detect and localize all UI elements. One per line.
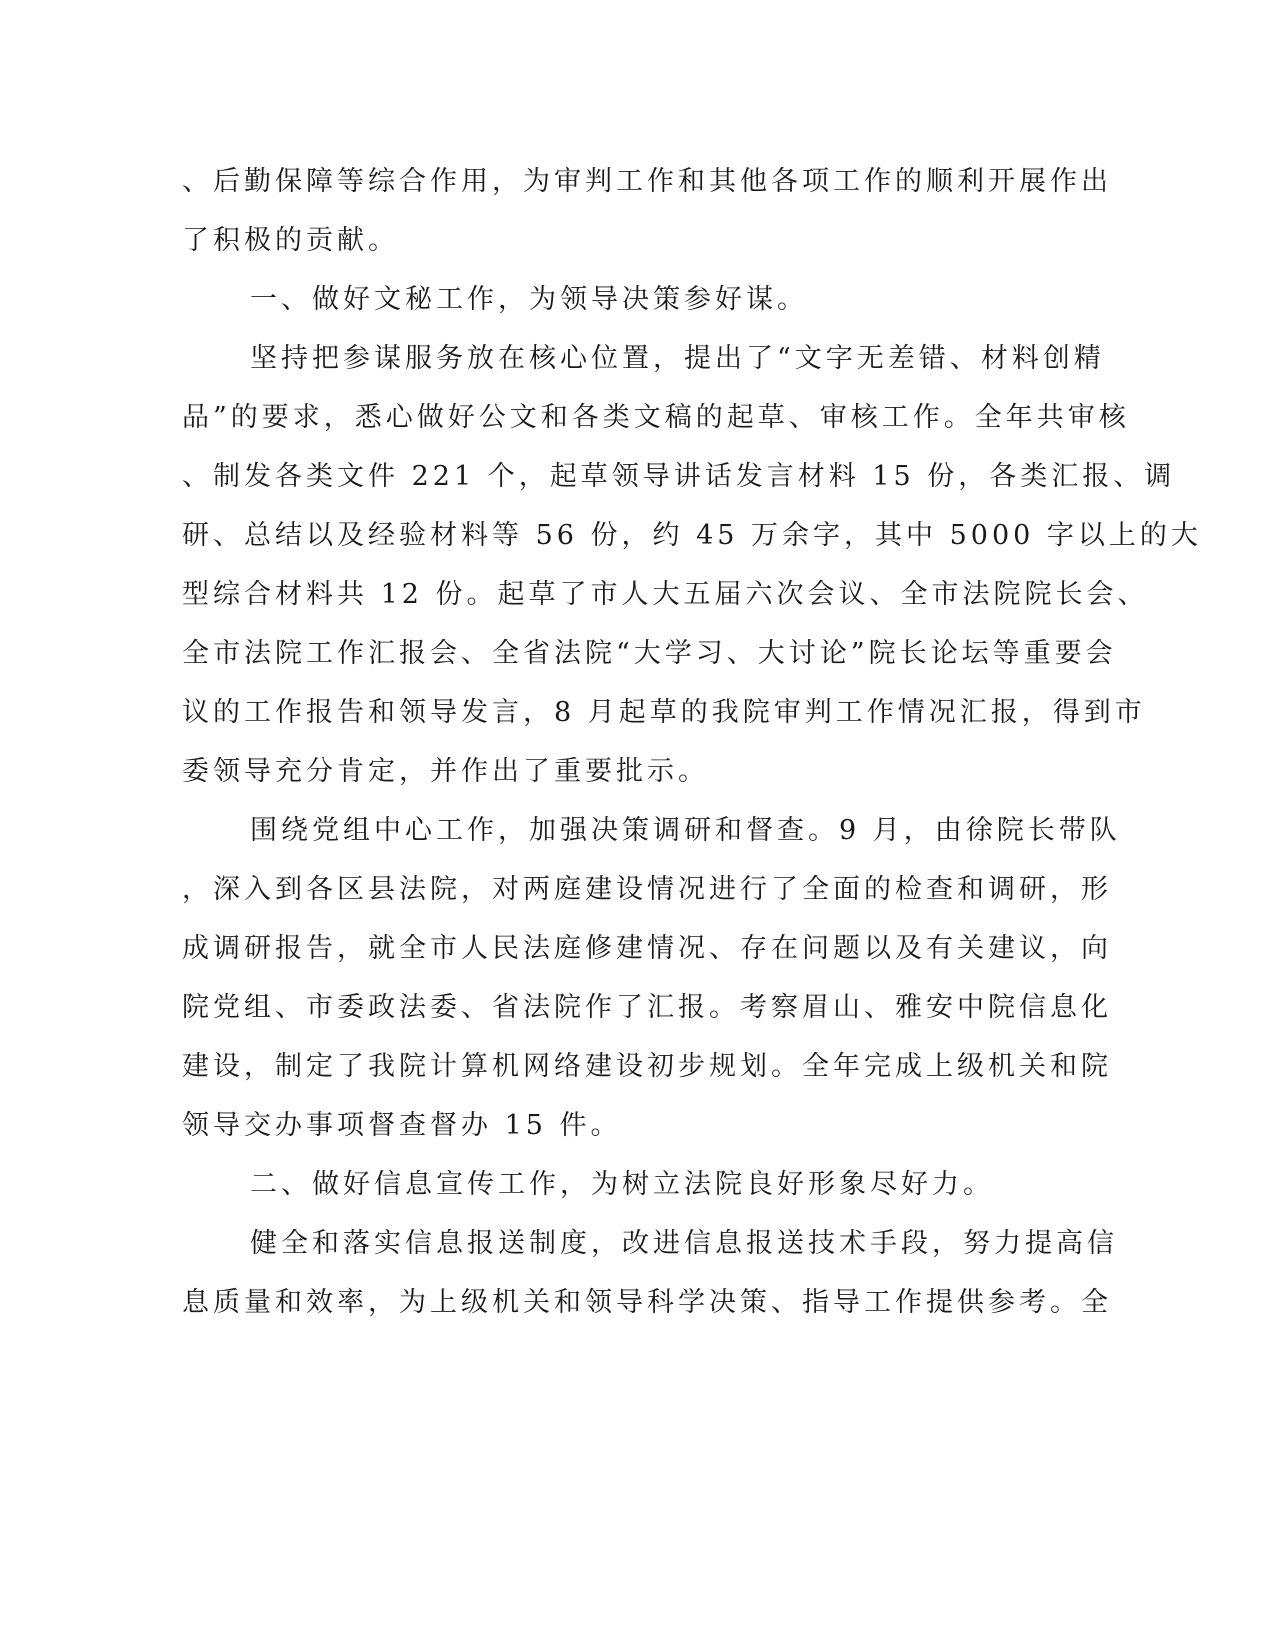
text-line: 型综合材料共 12 份。起草了市人大五届六次会议、全市法院院长会、 xyxy=(182,579,1149,610)
text-line: 成调研报告，就全市人民法庭修建情况、存在问题以及有关建议，向 xyxy=(182,933,1112,964)
text-line: 领导交办事项督查督办 15 件。 xyxy=(182,1110,622,1141)
text-line: ，深入到各区县法院，对两庭建设情况进行了全面的检查和调研，形 xyxy=(182,874,1112,905)
text-line: 建设，制定了我院计算机网络建设初步规划。全年完成上级机关和院 xyxy=(182,1051,1112,1082)
text-line: 院党组、市委政法委、省法院作了汇报。考察眉山、雅安中院信息化 xyxy=(182,992,1112,1023)
text-line: 委领导充分肯定，并作出了重要批示。 xyxy=(182,756,709,787)
text-line: 全市法院工作汇报会、全省法院“大学习、大讨论”院长论坛等重要会 xyxy=(182,638,1117,669)
text-line: 了积极的贡献。 xyxy=(182,225,399,256)
section-heading: 二、做好信息宣传工作，为树立法院良好形象尽好力。 xyxy=(250,1169,994,1200)
text-line: 围绕党组中心工作，加强决策调研和督查。9 月，由徐院长带队 xyxy=(250,815,1121,846)
text-line: 息质量和效率，为上级机关和领导科学决策、指导工作提供参考。全 xyxy=(182,1287,1112,1318)
text-line: 、后勤保障等综合作用，为审判工作和其他各项工作的顺利开展作出 xyxy=(182,166,1112,197)
text-line: 、制发各类文件 221 个，起草领导讲话发言材料 15 份，各类汇报、调 xyxy=(182,461,1176,492)
text-line: 健全和落实信息报送制度，改进信息报送技术手段，努力提高信 xyxy=(250,1228,1118,1259)
text-line: 研、总结以及经验材料等 56 份，约 45 万余字，其中 5000 字以上的大 xyxy=(182,520,1202,551)
text-line: 坚持把参谋服务放在核心位置，提出了“文字无差错、材料创精 xyxy=(250,343,1105,374)
section-heading: 一、做好文秘工作，为领导决策参好谋。 xyxy=(250,284,808,315)
text-line: 议的工作报告和领导发言，8 月起草的我院审判工作情况汇报，得到市 xyxy=(182,697,1146,728)
text-line: 品”的要求，悉心做好公文和各类文稿的起草、审核工作。全年共审核 xyxy=(182,402,1130,433)
